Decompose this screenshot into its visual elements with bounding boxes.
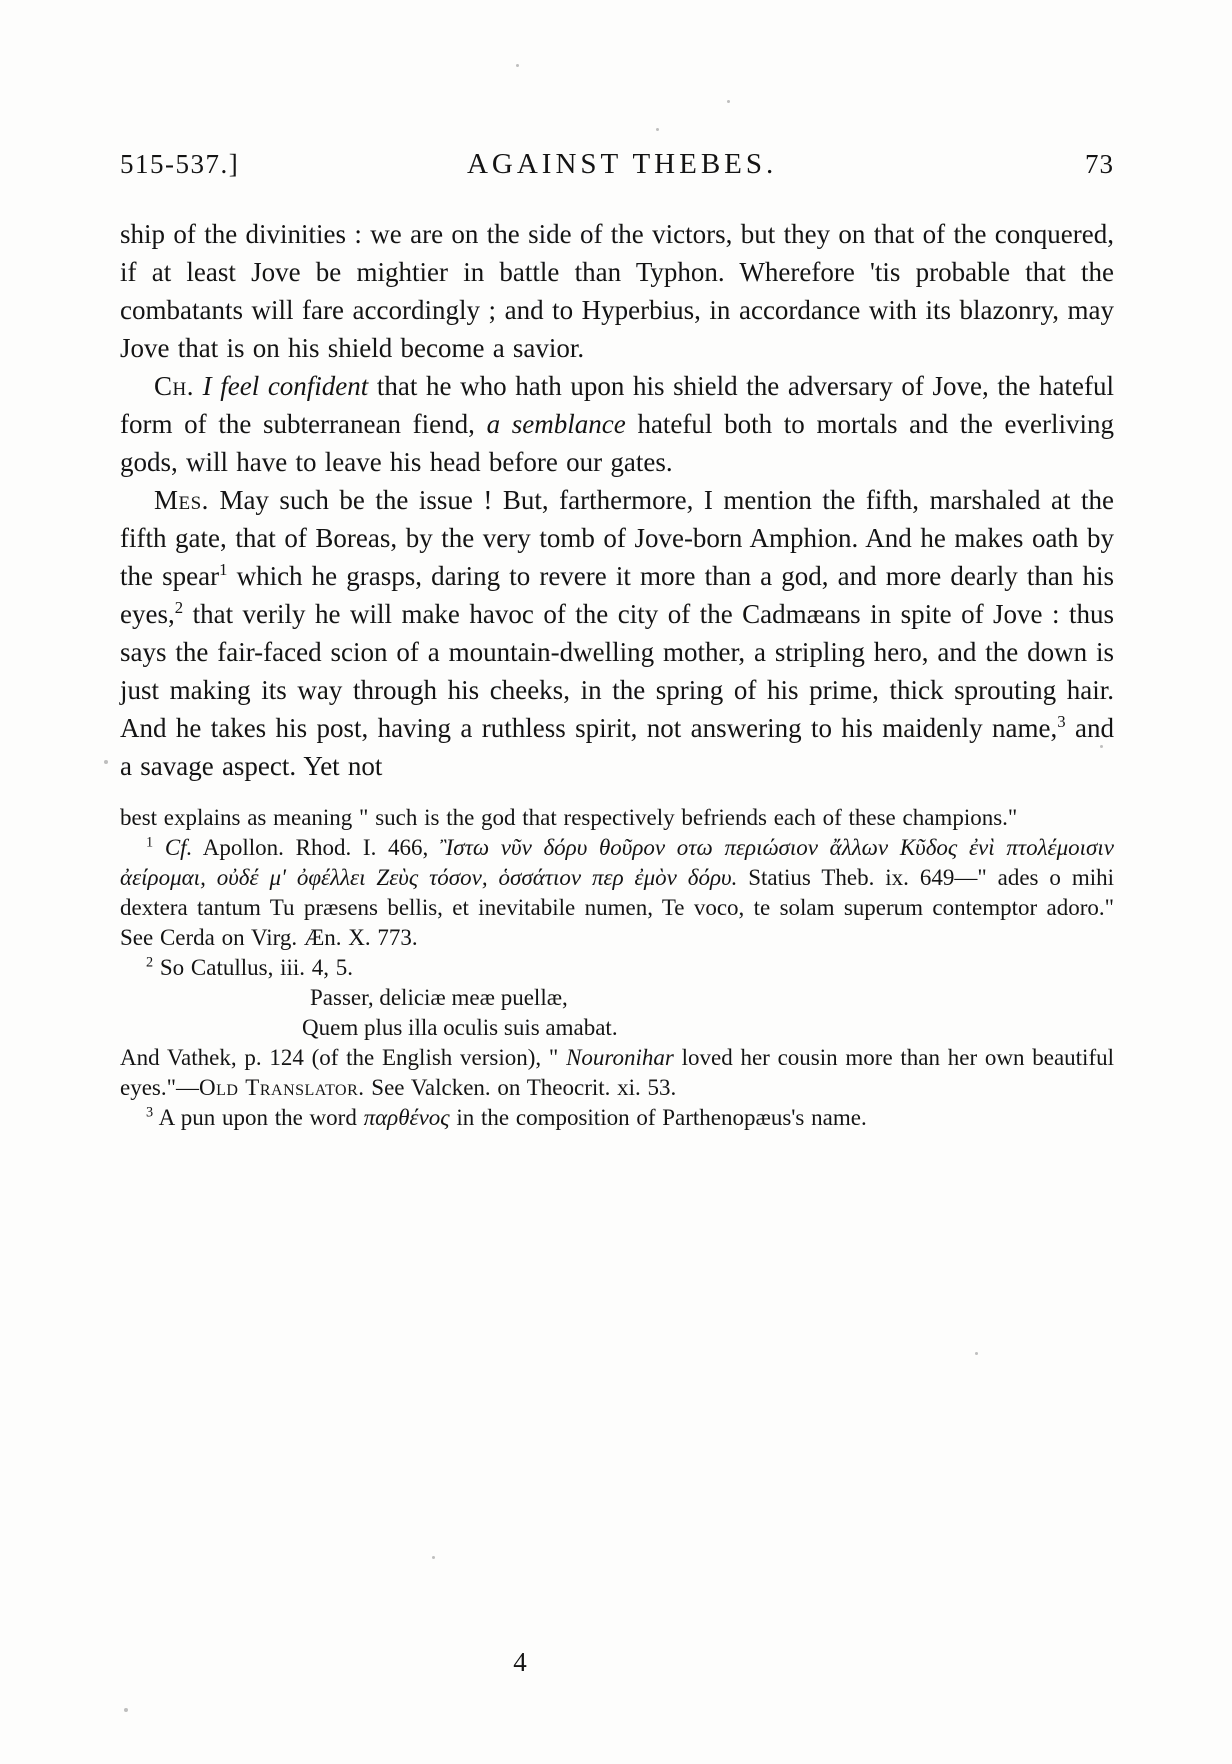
text-run: which he grasps, daring to revere it more than a god, and more dearly than his eyes, [120, 561, 1115, 629]
line-range: 515-537.] [120, 149, 240, 179]
text-run: that he who hath upon his shield the adversary of Jove, the hateful form of the subterranean fiend, [120, 371, 1114, 439]
scan-speck [124, 1708, 128, 1712]
verse-line: Passer, deliciæ meæ puellæ, [310, 985, 568, 1010]
body-text [120, 215, 1114, 785]
footnote-1 [120, 833, 1114, 953]
scan-speck [516, 64, 519, 67]
text-run: Ἲστω νῦν δόρυ θοῦρον οτω περιώσιον ἄλλων Κῦδος ἐνὶ πτολέμοισιν ἀείρομαι, οὐδέ μ' ὀφέλλει Ζεὺς τόσον, ὁσσάτιον περ ἐμὸν δόρυ. [120, 835, 1114, 890]
text-run: Apollon. Rhod. I. 466, [192, 835, 440, 860]
page-header [120, 148, 1114, 181]
text-run: a semblance [486, 409, 626, 439]
scan-speck [975, 1352, 978, 1355]
scan-speck [1100, 745, 1103, 748]
text-run [153, 835, 165, 860]
paragraph-continuation [120, 215, 1114, 367]
verse-quotation [120, 983, 1114, 1043]
text-run: May such be the issue ! But, farthermore, I mention the fifth, marshaled at the fifth gate, that of Boreas, by the very tomb of Jove-born Amphion. And he makes oath by the spear [120, 485, 1114, 591]
paragraph-messenger-speech [120, 481, 1114, 785]
text-run [194, 371, 203, 401]
scan-speck [104, 760, 108, 764]
paragraph-chorus-speech [120, 367, 1114, 481]
scan-speck [432, 1556, 435, 1559]
page-number: 73 [1084, 149, 1114, 179]
running-title: AGAINST THEBES. [466, 148, 778, 180]
text-run: I feel confident [202, 371, 369, 401]
footnote-2-tail [120, 1043, 1114, 1103]
text-run: that verily he will make havoc of the city of the Cadmæans in spite of Jove : thus says the fair-faced scion of a mountain-dwelling mother, a stripling hero, and the down is just making its way through his cheeks, in the spring of his prime, thick sprouting hair. And he takes his post, having a ruthless spirit, not answering to his maidenly name, [120, 599, 1114, 743]
text-run: and a savage aspect. Yet not [120, 713, 1114, 781]
footnote-3 [120, 1103, 1114, 1133]
verse-line: Quem plus illa oculis suis amabat. [302, 1015, 618, 1040]
footnote-reference: 3 [1057, 712, 1066, 731]
text-run: Statius Theb. ix. 649—" ades o mihi dextera tantum Tu præsens bellis, et inevitabile numen, Te voco, te solam superum contemptor adoro." See Cerda on Virg. Æn. X. 773. [120, 865, 1114, 950]
footnotes-section [120, 803, 1114, 1133]
footnote-reference: 1 [219, 560, 228, 579]
text-run: See Valcken. on Theocrit. xi. 53. [364, 1075, 677, 1100]
scan-speck [656, 128, 659, 131]
text-run: in the composition of Parthenopæus's name. [449, 1105, 867, 1130]
text-run: Cf. [164, 835, 193, 860]
text-run: A pun upon the word [153, 1105, 364, 1130]
text-run: best explains as meaning " such is the god that respectively befriends each of these champions." [120, 805, 1018, 830]
footnote-reference: 2 [174, 598, 184, 617]
text-run: And Vathek, p. 124 (of the English version), " [120, 1045, 567, 1070]
text-run: Mes. [154, 485, 209, 515]
text-run: Ch. [154, 371, 194, 401]
text-run: Nouronihar [566, 1045, 674, 1070]
footnote-reference: 2 [146, 954, 154, 971]
text-run: So Catullus, iii. 4, 5. [153, 955, 354, 980]
footnote-reference: 1 [146, 834, 154, 851]
signature-mark: 4 [513, 1647, 527, 1677]
footnote-2-head [120, 953, 1114, 983]
text-run: παρθένος [363, 1105, 450, 1130]
text-run: hateful both to mortals and the everliving gods, will have to leave his head before our gates. [120, 409, 1114, 477]
scan-speck [727, 100, 730, 103]
text-run: ship of the divinities : we are on the side of the victors, but they on that of the conquered, if at least Jove be mightier in battle than Typhon. Wherefore 'tis probable that the combatants will fare accordingly ; and to Hyperbius, in accordance with its blazonry, may Jove that is on his shield become a savior. [120, 219, 1114, 363]
footnote-continuation [120, 803, 1114, 833]
text-run: loved her cousin more than her own beautiful eyes."— [120, 1045, 1114, 1100]
footnote-reference: 3 [146, 1104, 154, 1121]
text-run: Old Translator. [199, 1075, 365, 1100]
